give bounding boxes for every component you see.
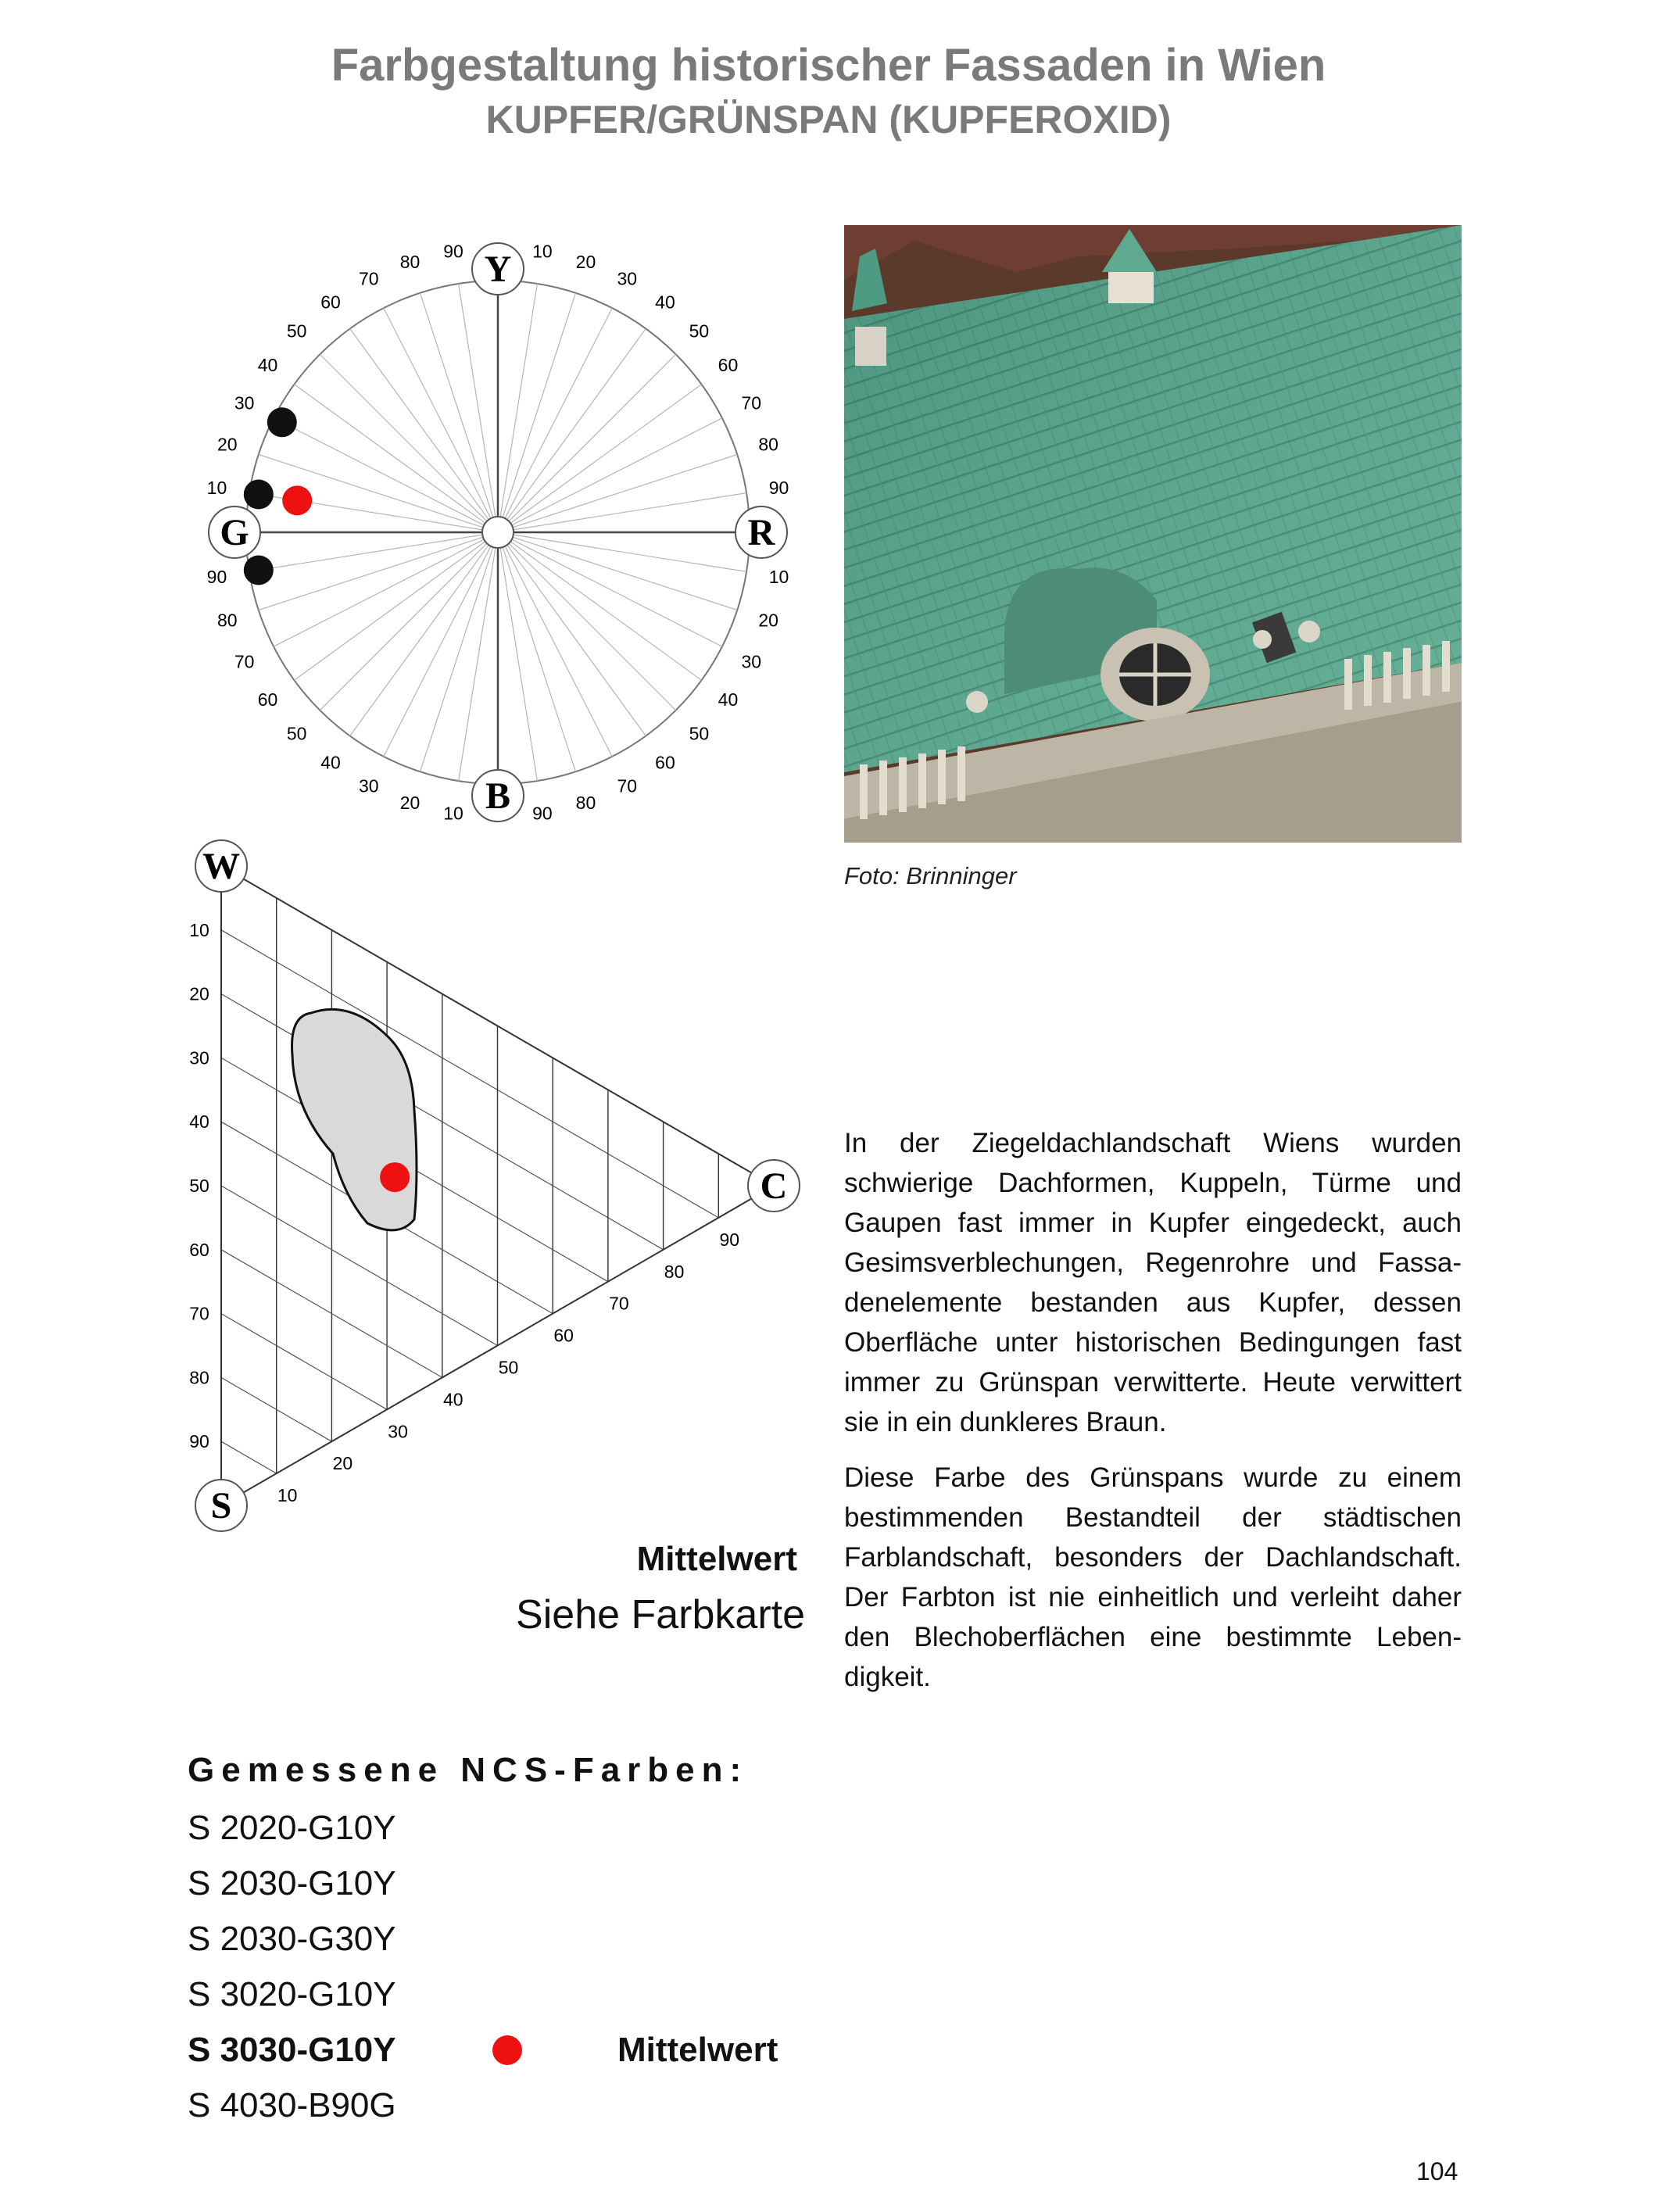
hue-tick-label: 20 <box>575 251 596 272</box>
left-tick-label: 60 <box>189 1239 209 1260</box>
pole-label-Y: Y <box>484 249 512 290</box>
ncs-code: S 4030-B90G <box>188 2086 396 2124</box>
hue-tick-label: 80 <box>758 434 778 455</box>
pole-label-G: G <box>220 512 249 553</box>
hue-tick-label: 80 <box>217 610 238 631</box>
ncs-heading: Gemessene NCS-Farben: <box>188 1751 749 1789</box>
corner-label-C: C <box>760 1165 788 1207</box>
circle-spoke <box>500 284 537 517</box>
hue-tick-label: 40 <box>257 355 278 376</box>
mean-label: Mittelwert <box>636 1540 797 1578</box>
measured-hue-marker <box>267 407 297 437</box>
ncs-color-item <box>188 2078 813 2133</box>
hue-tick-label: 10 <box>768 566 789 587</box>
hue-tick-label: 30 <box>234 392 255 413</box>
bottom-tick-label: 40 <box>443 1389 463 1410</box>
circle-center <box>482 517 514 548</box>
hue-tick-label: 80 <box>399 251 421 272</box>
page-number: 104 <box>1416 2157 1458 2185</box>
hue-tick-label: 10 <box>206 478 227 499</box>
hue-tick-label: 30 <box>741 651 762 672</box>
circle-spoke <box>514 535 746 571</box>
ncs-color-item <box>188 1911 813 1967</box>
left-tick-label: 20 <box>189 983 209 1004</box>
circle-spoke <box>512 539 722 646</box>
ncs-color-list <box>188 1800 813 2133</box>
circle-spoke <box>320 354 487 521</box>
hue-tick-label: 30 <box>358 775 379 796</box>
hue-tick-label: 10 <box>443 803 463 824</box>
hue-tick-label: 20 <box>399 793 421 814</box>
hue-tick-label: 60 <box>655 752 675 773</box>
hue-tick-label: 90 <box>443 241 463 262</box>
ncs-mean-note: Mittelwert <box>617 2031 778 2069</box>
measured-region <box>292 1009 417 1230</box>
hue-tick-label: 90 <box>768 478 789 499</box>
ncs-color-circle <box>180 215 789 856</box>
left-tick-label: 30 <box>189 1047 209 1068</box>
circle-spoke <box>384 308 491 518</box>
copper-roof-photo <box>844 225 1462 843</box>
hue-tick-label: 50 <box>286 320 307 342</box>
paragraph-1: In der Ziegeldachlandschaft Wiens wurden schwierige Dachformen, Kuppeln, Türme und Gaupen fast immer in Kupfer eingedeckt, auch Gesimsverblechungen, Regenrohre und Fassadenelemente bestanden aus Kupfer, dessen Oberfläche unter historischen Bedingungen fast immer zu Grünspan verwitterte. Heute verwittert sie in ein dunkleres Braun. <box>844 1128 1462 1437</box>
circle-spoke <box>509 543 676 710</box>
hue-tick-label: 40 <box>718 689 739 710</box>
hue-tick-label: 20 <box>758 610 778 631</box>
body-text <box>844 1123 1462 1713</box>
bottom-tick-label: 80 <box>664 1261 685 1282</box>
left-tick-label: 80 <box>189 1367 209 1388</box>
ncs-code: S 3020-G10Y <box>188 1975 396 2013</box>
hue-tick-label: 40 <box>655 292 675 313</box>
left-tick-label: 90 <box>189 1431 209 1452</box>
hue-tick-label: 70 <box>617 775 638 796</box>
ncs-code: S 2030-G30Y <box>188 1920 396 1958</box>
ncs-code: S 3030-G10Y <box>188 2031 396 2069</box>
hue-tick-label: 20 <box>217 434 238 455</box>
hue-tick-label: 70 <box>358 268 379 289</box>
hue-tick-label: 90 <box>532 803 553 824</box>
circle-spoke <box>500 548 537 781</box>
hue-tick-label: 80 <box>575 793 596 814</box>
hue-tick-label: 90 <box>206 566 227 587</box>
bottom-tick-label: 50 <box>498 1357 519 1378</box>
ncs-color-item <box>188 1800 813 1856</box>
circle-spoke <box>320 543 487 710</box>
circle-spoke <box>512 418 722 525</box>
circle-spoke <box>384 546 491 757</box>
hue-tick-label: 50 <box>689 723 710 744</box>
hue-tick-label: 40 <box>320 752 341 773</box>
corner-label-S: S <box>210 1485 232 1527</box>
hue-tick-label: 70 <box>234 651 255 672</box>
circle-spoke <box>509 354 676 521</box>
page-title: Farbgestaltung historischer Fassaden in Wien <box>331 40 1326 91</box>
bottom-tick-label: 90 <box>719 1229 740 1250</box>
hue-tick-label: 50 <box>286 723 307 744</box>
corner-label-W: W <box>202 846 240 887</box>
circle-spoke <box>459 284 496 517</box>
bottom-tick-label: 70 <box>609 1293 629 1314</box>
hue-tick-label: 10 <box>532 241 553 262</box>
ncs-color-item <box>188 2022 813 2078</box>
hue-tick-label: 60 <box>257 689 278 710</box>
left-tick-label: 70 <box>189 1303 209 1324</box>
circle-spoke <box>459 548 496 781</box>
circle-spoke <box>274 539 484 646</box>
hue-tick-label: 60 <box>320 292 341 313</box>
left-tick-label: 10 <box>189 919 209 940</box>
blackness-grid-line <box>221 1314 387 1410</box>
paragraph-2: Diese Farbe des Grünspans wurde zu einem bestimmenden Bestandteil der städtischen Farblandschaft, besonders der Dachlandschaft. Der Farbton ist nie einheitlich und verleiht daher den Blechoberflächen eine bestimmte Lebendigkeit. <box>844 1462 1462 1692</box>
bottom-tick-label: 30 <box>388 1421 408 1442</box>
ncs-code: S 2030-G10Y <box>188 1864 396 1902</box>
triangle-mean-marker <box>380 1162 410 1192</box>
left-tick-label: 40 <box>189 1111 209 1133</box>
left-tick-label: 50 <box>189 1176 209 1196</box>
circle-spoke <box>505 308 612 518</box>
ncs-color-item <box>188 1856 813 1911</box>
circle-spoke <box>249 535 482 571</box>
page-subtitle: KUPFER/GRÜNSPAN (KUPFEROXID) <box>485 98 1172 141</box>
ncs-code: S 2020-G10Y <box>188 1809 396 1847</box>
circle-spoke <box>514 493 746 530</box>
pole-label-B: B <box>485 775 511 817</box>
bottom-tick-label: 20 <box>332 1453 353 1474</box>
blackness-grid-line <box>221 1441 277 1473</box>
hue-tick-label: 50 <box>689 320 710 342</box>
hue-tick-label: 30 <box>617 268 638 289</box>
bottom-tick-label: 60 <box>553 1325 574 1346</box>
measured-hue-marker <box>244 555 274 585</box>
mean-marker-dot <box>492 2035 522 2065</box>
photo-caption: Foto: Brinninger <box>844 862 1017 889</box>
hue-tick-label: 70 <box>741 392 762 413</box>
circle-spoke <box>505 546 612 757</box>
hue-tick-label: 60 <box>718 355 739 376</box>
mean-hue-marker <box>282 485 312 515</box>
ncs-color-triangle <box>180 829 836 1548</box>
measured-hue-marker <box>244 480 274 510</box>
mean-reference: Siehe Farbkarte <box>516 1592 805 1638</box>
ncs-color-item <box>188 1967 813 2022</box>
pole-label-R: R <box>747 512 775 553</box>
bottom-tick-label: 10 <box>277 1485 298 1506</box>
